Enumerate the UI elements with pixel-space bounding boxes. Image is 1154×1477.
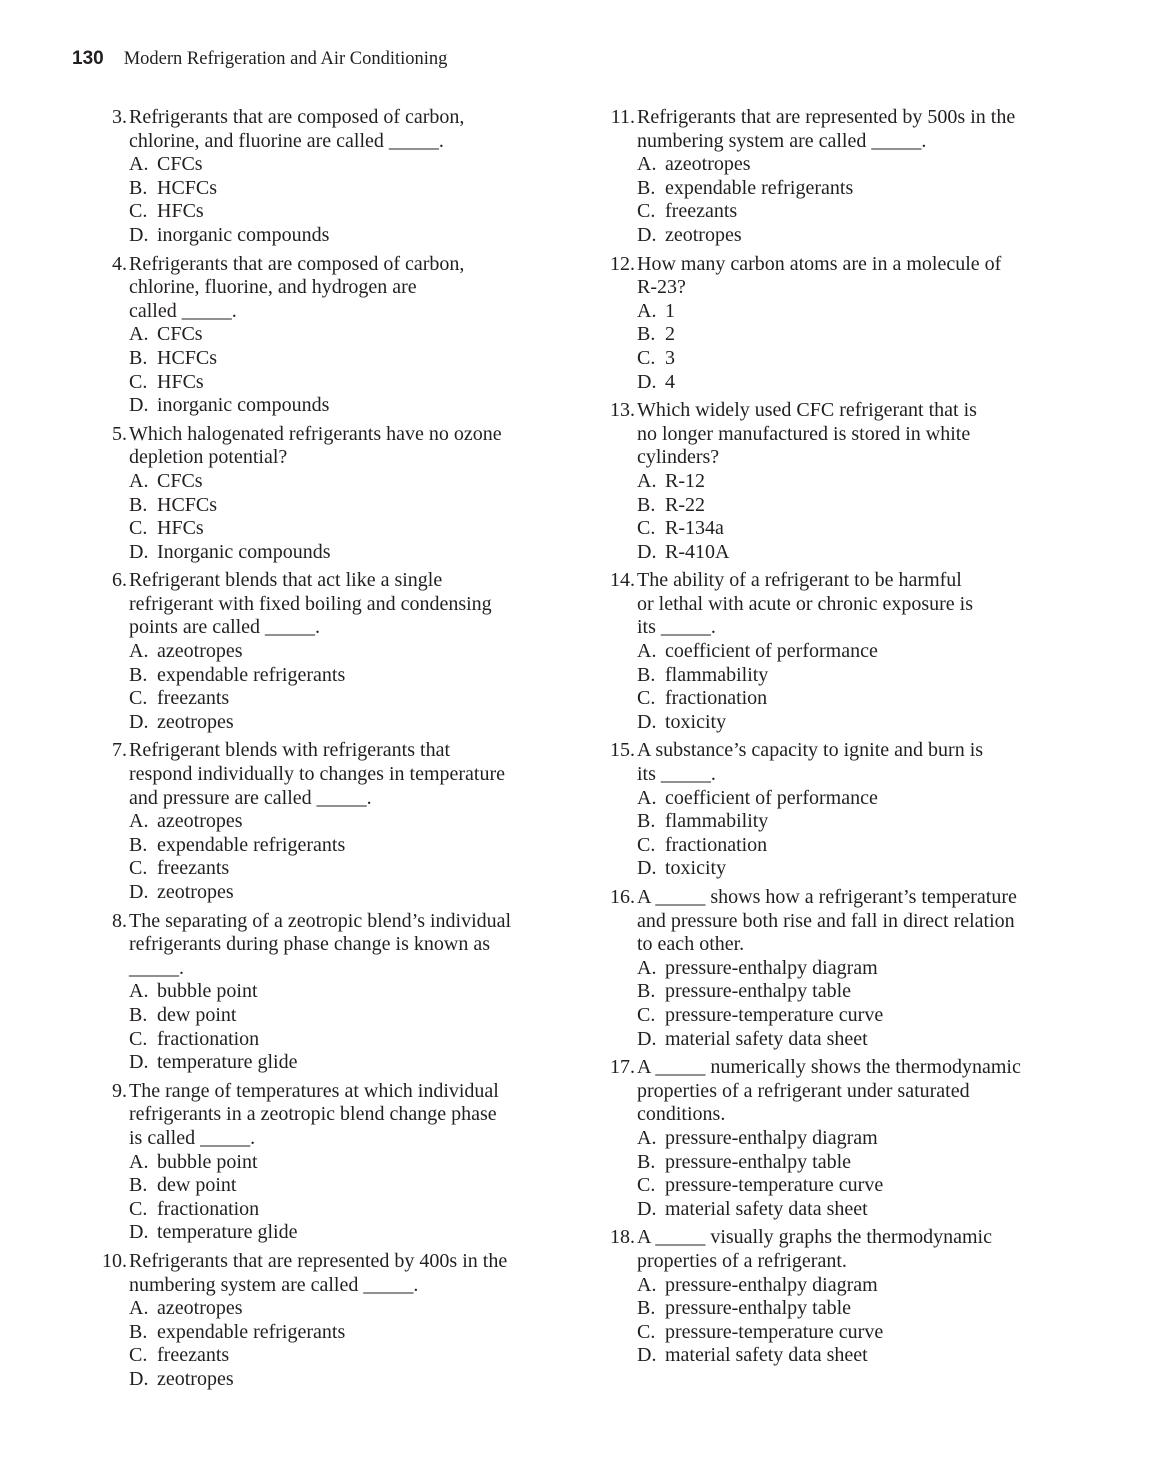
answer-choice [129,177,563,201]
answer-choice [637,810,1076,834]
question-number: 13. [610,399,635,422]
choice-letter: C. [129,1344,148,1367]
answer-choice [637,834,1076,858]
question-text: Refrigerants that are represented by 400s in the numbering system are called _____. [129,1249,508,1296]
question-text: The range of temperatures at which individual refrigerants in a zeotropic blend change phase is called _____. [129,1079,499,1149]
question-item [98,569,563,734]
answer-choice [129,664,563,688]
choice-text: dew point [157,1003,237,1026]
choice-text: CFCs [157,323,203,346]
answer-choice [129,640,563,664]
choice-text: fractionation [665,687,768,710]
answer-choice [129,494,563,518]
answer-choice [637,323,1076,347]
choice-text: freezants [157,1344,230,1367]
question-item [606,569,1076,734]
choice-text: 4 [665,370,675,393]
answer-choice [129,1174,563,1198]
answer-choice [637,200,1076,224]
choice-text: flammability [665,810,769,833]
question-text: A _____ numerically shows the thermodynamic properties of a refrigerant under saturated conditions. [637,1056,1021,1126]
choice-letter: D. [637,370,657,393]
answer-choice [637,177,1076,201]
answer-choice [129,834,563,858]
answer-choice [129,1004,563,1028]
answer-choice [129,881,563,905]
choice-letter: D. [129,1221,149,1244]
question-number: 4. [112,252,127,275]
answer-choice [637,640,1076,664]
choice-letter: A. [129,153,149,176]
choice-letter: C. [637,1174,656,1197]
question-item [98,1080,563,1245]
answer-choice [637,300,1076,324]
choice-text: HFCs [157,370,204,393]
choice-text: R-410A [665,540,730,563]
answer-choice [129,394,563,418]
choice-letter: D. [637,1197,657,1220]
question-item [606,886,1076,1051]
choice-text: HCFCs [157,346,218,369]
choice-letter: B. [129,1174,148,1197]
question-item [606,1056,1076,1221]
choice-letter: C. [129,687,148,710]
choice-letter: C. [637,517,656,540]
choice-text: dew point [157,1174,237,1197]
page-header [72,48,447,78]
answer-choice [129,1297,563,1321]
choice-text: CFCs [157,469,203,492]
choice-letter: B. [637,493,656,516]
answer-choice [637,687,1076,711]
choice-letter: D. [129,710,149,733]
question-item [606,1226,1076,1368]
question-number: 10. [102,1249,127,1272]
choice-letter: B. [637,663,656,686]
answer-choice [637,1004,1076,1028]
choice-letter: D. [129,540,149,563]
question-number: 11. [610,106,635,128]
choice-text: Inorganic compounds [157,540,331,563]
running-title: Modern Refrigeration and Air Conditioning [123,49,448,69]
choice-text: pressure-enthalpy table [665,1150,852,1173]
choice-letter: A. [129,980,149,1003]
choice-text: HCFCs [157,176,218,199]
answer-choice [129,371,563,395]
answer-choice [637,1174,1076,1198]
choice-text: 1 [665,299,675,322]
answer-choice [129,1151,563,1175]
choice-letter: D. [129,881,149,903]
answer-choice [637,470,1076,494]
answer-choice [129,323,563,347]
answer-choice [637,1028,1076,1052]
answer-choice [637,1344,1076,1368]
choice-letter: B. [637,323,656,346]
choice-letter: A. [129,1297,149,1320]
choice-letter: A. [129,469,149,492]
question-item [98,423,563,565]
right-column [606,106,1076,1373]
choice-text: CFCs [157,153,203,176]
choice-letter: D. [637,1027,657,1050]
answer-choice [637,980,1076,1004]
choice-letter: D. [129,394,149,417]
answer-choice [637,541,1076,565]
choice-letter: C. [129,1197,148,1220]
choice-text: freezants [665,200,738,223]
choice-text: inorganic compounds [157,394,330,417]
choice-letter: B. [129,833,148,856]
choice-text: expendable refrigerants [157,833,346,856]
choice-text: pressure-enthalpy diagram [665,956,878,979]
answer-choice [637,1274,1076,1298]
choice-letter: A. [129,810,149,833]
question-text: A substance’s capacity to ignite and burn is its _____. [637,739,984,786]
choice-text: fractionation [157,1197,260,1220]
answer-choice [637,153,1076,177]
choice-letter: D. [637,1344,657,1367]
choice-text: 2 [665,323,675,346]
question-text: How many carbon atoms are in a molecule of R-23? [637,252,1002,299]
choice-letter: B. [129,176,148,199]
answer-choice [129,200,563,224]
answer-choice [129,1344,563,1368]
choice-letter: B. [637,1150,656,1173]
choice-text: coefficient of performance [665,640,878,663]
choice-letter: C. [637,200,656,223]
answer-choice [129,711,563,735]
choice-text: pressure-enthalpy diagram [665,1126,878,1149]
answer-choice [129,857,563,881]
answer-choice [637,787,1076,811]
choice-text: azeotropes [157,810,243,833]
choice-letter: C. [129,517,148,540]
question-number: 5. [112,422,127,445]
choice-letter: D. [637,857,657,880]
answer-choice [637,347,1076,371]
choice-text: expendable refrigerants [665,176,854,199]
question-text: Which widely used CFC refrigerant that is no longer manufactured is stored in white cylinders? [637,399,977,469]
choice-letter: A. [129,1150,149,1173]
choice-text: zeotropes [157,710,234,733]
answer-choice [637,1151,1076,1175]
choice-text: azeotropes [157,1297,243,1320]
question-number: 8. [112,909,127,932]
choice-text: temperature glide [157,1051,298,1074]
question-number: 18. [610,1226,635,1249]
question-number: 7. [112,739,127,762]
choice-text: bubble point [157,1150,258,1173]
choice-text: 3 [665,346,675,369]
choice-letter: A. [637,786,657,809]
answer-choice [637,711,1076,735]
choice-text: freezants [157,687,230,710]
choice-text: coefficient of performance [665,786,878,809]
question-number: 15. [610,739,635,762]
choice-letter: C. [129,200,148,223]
choice-letter: A. [637,1126,657,1149]
choice-letter: C. [637,346,656,369]
answer-choice [637,494,1076,518]
choice-letter: A. [637,153,657,176]
answer-choice [637,224,1076,248]
page-number: 130 [72,48,104,69]
choice-text: zeotropes [157,881,234,903]
choice-letter: D. [637,540,657,563]
question-item [98,1250,563,1392]
answer-choice [129,1321,563,1345]
answer-choice [637,1127,1076,1151]
question-number: 3. [112,106,127,128]
choice-letter: A. [637,1273,657,1296]
choice-letter: D. [129,223,149,246]
answer-choice [637,857,1076,881]
question-number: 14. [610,569,635,592]
question-number: 9. [112,1079,127,1102]
answer-choice [637,517,1076,541]
choice-text: pressure-enthalpy diagram [665,1273,878,1296]
answer-choice [637,1297,1076,1321]
choice-text: pressure-temperature curve [665,1174,884,1197]
answer-choice [129,224,563,248]
answer-choice [637,1321,1076,1345]
question-text: Refrigerants that are composed of carbon, chlorine, and fluorine are called _____. [129,106,465,152]
question-item [98,910,563,1075]
question-item [98,106,563,248]
choice-text: R-134a [665,517,724,540]
choice-text: azeotropes [157,640,243,663]
choice-text: expendable refrigerants [157,1320,346,1343]
choice-letter: B. [637,980,656,1003]
choice-text: temperature glide [157,1221,298,1244]
answer-choice [129,980,563,1004]
choice-letter: D. [129,1051,149,1074]
question-item [606,253,1076,395]
choice-text: R-12 [665,469,705,492]
choice-letter: A. [637,640,657,663]
choice-text: HCFCs [157,493,218,516]
question-item [98,739,563,904]
question-item [606,739,1076,881]
answer-choice [129,810,563,834]
choice-letter: B. [129,1320,148,1343]
choice-letter: C. [637,833,656,856]
choice-text: fractionation [157,1027,260,1050]
choice-letter: A. [637,469,657,492]
answer-choice [637,664,1076,688]
choice-text: HFCs [157,517,204,540]
choice-letter: A. [129,640,149,663]
choice-letter: B. [129,663,148,686]
choice-letter: B. [129,346,148,369]
answer-choice [129,153,563,177]
choice-letter: A. [129,323,149,346]
answer-choice [129,347,563,371]
question-text: A _____ visually graphs the thermodynamic properties of a refrigerant. [637,1226,992,1272]
choice-text: R-22 [665,493,705,516]
choice-letter: B. [637,1297,656,1320]
choice-letter: B. [637,810,656,833]
answer-choice [637,371,1076,395]
choice-letter: C. [637,1003,656,1026]
choice-letter: D. [637,710,657,733]
choice-letter: A. [637,956,657,979]
choice-text: pressure-enthalpy table [665,980,852,1003]
choice-text: pressure-enthalpy table [665,1297,852,1320]
choice-text: expendable refrigerants [157,663,346,686]
answer-choice [129,1198,563,1222]
answer-choice [129,687,563,711]
question-text: The ability of a refrigerant to be harmful or lethal with acute or chronic exposure is its _____. [637,569,973,639]
choice-text: toxicity [665,710,727,733]
question-text: A _____ shows how a refrigerant’s temperature and pressure both rise and fall in direct relation to each other. [637,886,1017,956]
choice-text: material safety data sheet [665,1344,868,1367]
choice-letter: C. [637,687,656,710]
choice-text: freezants [157,857,230,880]
question-text: The separating of a zeotropic blend’s individual refrigerants during phase change is known as _____. [129,909,512,979]
choice-letter: D. [129,1367,149,1390]
question-number: 16. [610,886,635,908]
choice-text: pressure-temperature curve [665,1320,884,1343]
choice-letter: C. [129,370,148,393]
choice-letter: C. [637,1320,656,1343]
answer-choice [129,1221,563,1245]
answer-choice [637,1198,1076,1222]
question-number: 17. [610,1056,635,1079]
choice-letter: B. [637,176,656,199]
choice-letter: C. [129,857,148,880]
question-text: Refrigerant blends that act like a single refrigerant with fixed boiling and condensing points are called _____. [129,569,492,639]
choice-letter: B. [129,493,148,516]
question-text: Refrigerants that are represented by 500s in the numbering system are called _____. [637,106,1016,152]
choice-text: material safety data sheet [665,1027,868,1050]
answer-choice [129,1368,563,1392]
answer-choice [129,1028,563,1052]
choice-letter: A. [637,299,657,322]
choice-text: inorganic compounds [157,223,330,246]
choice-text: fractionation [665,833,768,856]
choice-letter: C. [129,1027,148,1050]
left-column [98,106,563,1396]
choice-text: zeotropes [665,223,742,246]
answer-choice [129,470,563,494]
answer-choice [129,541,563,565]
choice-text: bubble point [157,980,258,1003]
question-text: Which halogenated refrigerants have no ozone depletion potential? [129,422,502,469]
choice-letter: D. [637,223,657,246]
question-item [606,399,1076,564]
question-item [606,106,1076,248]
choice-text: HFCs [157,200,204,223]
choice-text: azeotropes [665,153,751,176]
answer-choice [637,957,1076,981]
answer-choice [129,517,563,541]
choice-text: toxicity [665,857,727,880]
choice-letter: B. [129,1003,148,1026]
question-number: 6. [112,569,127,592]
question-text: Refrigerant blends with refrigerants that respond individually to changes in temperature and pressure are called _____. [129,739,506,809]
choice-text: zeotropes [157,1367,234,1390]
question-item [98,253,563,418]
question-text: Refrigerants that are composed of carbon, chlorine, fluorine, and hydrogen are called _____. [129,252,465,322]
answer-choice [129,1051,563,1075]
question-number: 12. [610,252,635,275]
choice-text: material safety data sheet [665,1197,868,1220]
choice-text: flammability [665,663,769,686]
choice-text: pressure-temperature curve [665,1003,884,1026]
